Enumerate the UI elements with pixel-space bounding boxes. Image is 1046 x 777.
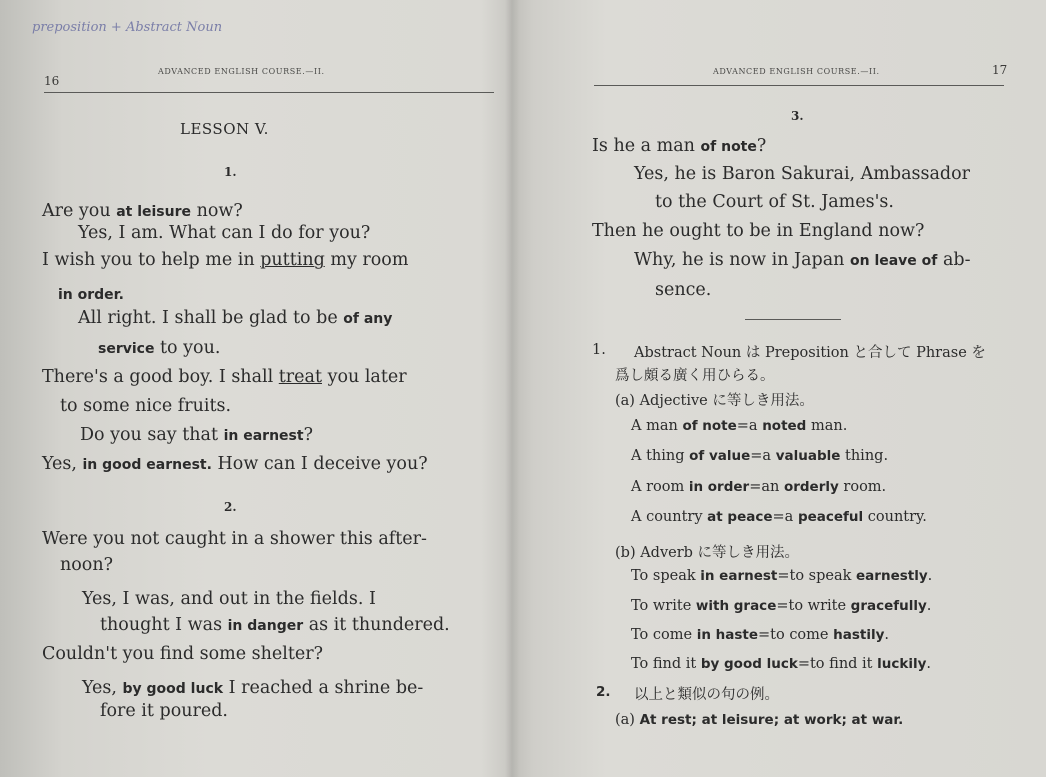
dialogue-line: sence.: [655, 280, 712, 300]
dialogue-line: Yes, I was, and out in the fields. I: [82, 589, 376, 609]
dialogue-line: thought I was in danger as it thundered.: [100, 615, 450, 635]
example-line: To write with grace=to write gracefully.: [631, 598, 932, 614]
left-page: [0, 0, 505, 777]
example-line: A room in order=an orderly room.: [631, 479, 887, 495]
dialogue-line: in order.: [58, 287, 124, 303]
section-number-3: 3.: [791, 109, 804, 123]
note-line: 爲し頗る廣く用ひらる。: [615, 368, 775, 384]
dialogue-line: service to you.: [98, 338, 221, 358]
dialogue-line: Yes, in good earnest. How can I deceive you?: [42, 454, 428, 474]
example-line: (a) At rest; at leisure; at work; at war.: [615, 712, 904, 728]
example-line: A man of note=a noted man.: [631, 418, 848, 434]
note-number-2: 2.: [596, 684, 611, 700]
section-number-1: 1.: [224, 165, 237, 179]
example-line: A thing of value=a valuable thing.: [631, 448, 889, 464]
header-rule-right: [594, 85, 1004, 86]
dialogue-line: Yes, he is Baron Sakurai, Ambassador: [634, 164, 971, 184]
note-number-1: 1.: [592, 342, 606, 358]
section-number-2: 2.: [224, 500, 237, 514]
example-line: To find it by good luck=to find it luckily.: [631, 656, 932, 672]
page-number-right: 17: [992, 63, 1008, 77]
dialogue-line: Then he ought to be in England now?: [592, 221, 925, 241]
dialogue-line: Yes, by good luck I reached a shrine be-: [82, 678, 424, 698]
note-line: Abstract Noun は Preposition と合して Phrase を: [634, 345, 986, 361]
lesson-title: LESSON V.: [180, 120, 269, 138]
example-line: A country at peace=a peaceful country.: [631, 509, 927, 525]
dialogue-line: fore it poured.: [100, 701, 228, 721]
header-rule-left: [44, 92, 494, 93]
handwritten-note: preposition + Abstract Noun: [32, 20, 223, 35]
running-head-right: ADVANCED ENGLISH COURSE.—II.: [713, 67, 880, 76]
dialogue-line: to the Court of St. James's.: [655, 192, 894, 212]
dialogue-line: Were you not caught in a shower this after-: [42, 529, 427, 549]
example-line: To come in haste=to come hastily.: [631, 627, 889, 643]
dialogue-line: Is he a man of note?: [592, 136, 767, 156]
page-number-left: 16: [44, 74, 60, 88]
note-subheading-a: (a) Adjective に等しき用法。: [615, 393, 814, 409]
note-subheading-b: (b) Adverb に等しき用法。: [615, 545, 800, 561]
dialogue-line: to some nice fruits.: [60, 396, 232, 416]
dialogue-line: Do you say that in earnest?: [80, 425, 313, 445]
note-line: 以上と類似の句の例。: [634, 687, 779, 703]
dialogue-line: Yes, I am. What can I do for you?: [78, 223, 371, 243]
dialogue-line: noon?: [60, 555, 113, 575]
dialogue-line: Couldn't you find some shelter?: [42, 644, 324, 664]
dialogue-line: Why, he is now in Japan on leave of ab-: [634, 250, 971, 270]
example-line: To speak in earnest=to speak earnestly.: [631, 568, 933, 584]
dialogue-line: Are you at leisure now?: [42, 201, 243, 221]
right-page: [519, 0, 1046, 777]
section-divider: [745, 319, 841, 320]
dialogue-line: All right. I shall be glad to be of any: [78, 308, 393, 328]
running-head-left: ADVANCED ENGLISH COURSE.—II.: [158, 67, 325, 76]
book-gutter: [505, 0, 519, 777]
dialogue-line: I wish you to help me in putting my room: [42, 250, 409, 270]
dialogue-line: There's a good boy. I shall treat you later: [42, 367, 407, 387]
